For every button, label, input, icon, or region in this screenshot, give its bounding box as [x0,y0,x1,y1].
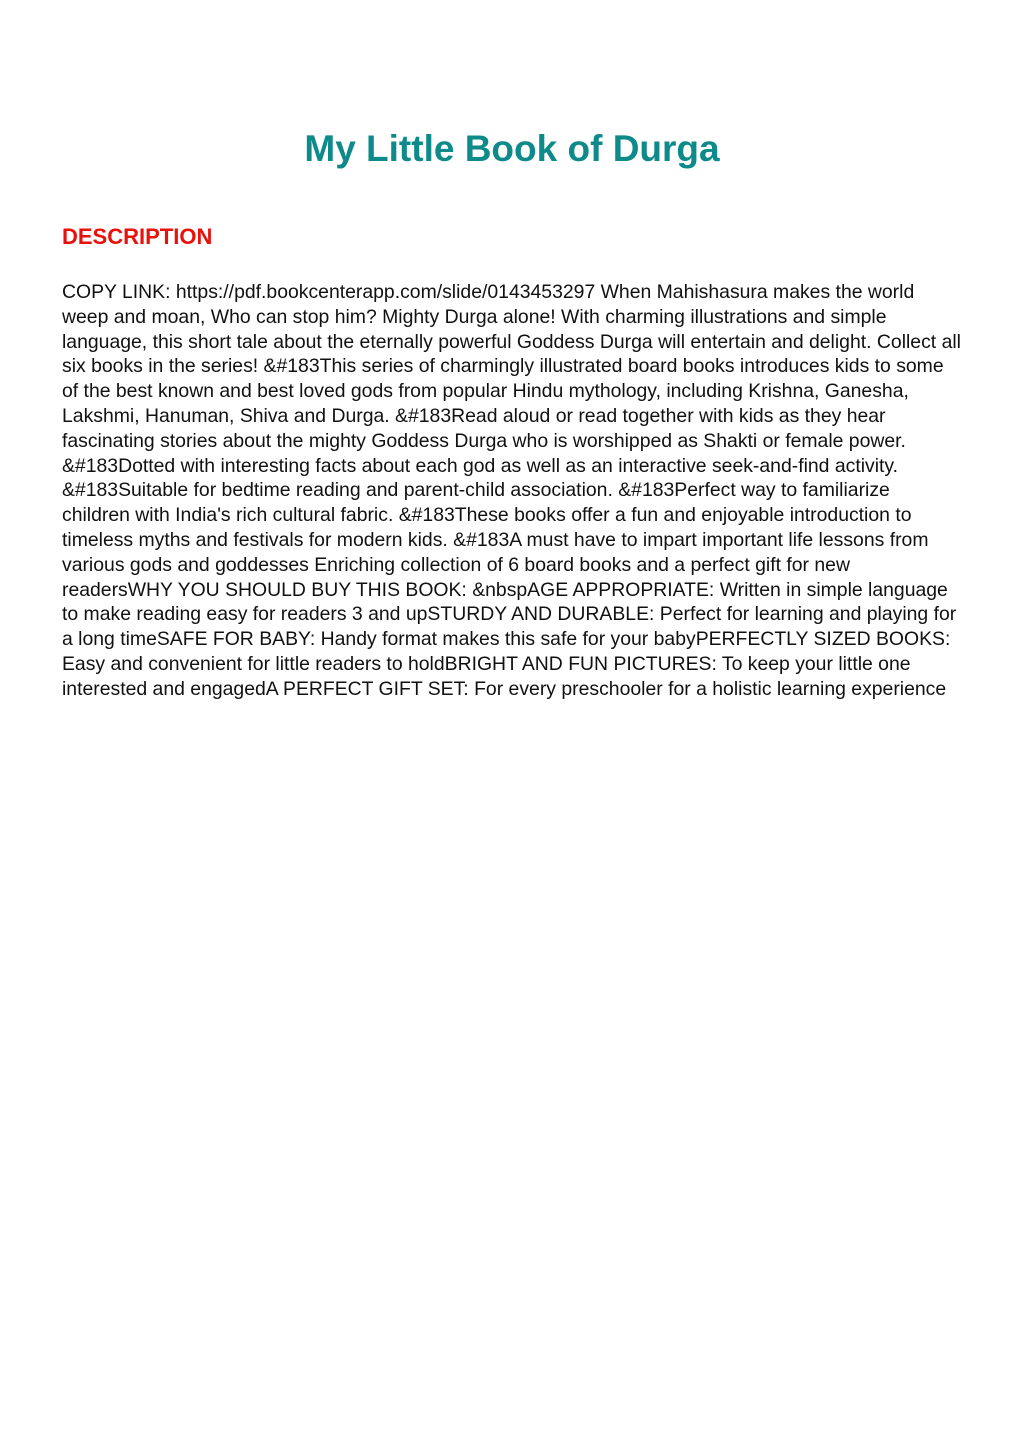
section-heading-description: DESCRIPTION [62,224,213,249]
description-text: COPY LINK: https://pdf.bookcenterapp.com/slide/0143453297 When Mahishasura makes the world weep and moan, Who can stop him? Mighty Durga alone! With charming illustrations and simple language, this short tale about the eternally powerful Goddess Durga will entertain and delight. Collect all six books in the series! &#183This series of charmingly illustrated board books introduces kids to some of the best known and best loved gods from popular Hindu mythology, including Krishna, Ganesha, Lakshmi, Hanuman, Shiva and Durga. &#183Read aloud or read together with kids as they hear fascinating stories about the mighty Goddess Durga who is worshipped as Shakti or female power. &#183Dotted with interesting facts about each god as well as an interactive seek-and-find activity. &#183Suitable for bedtime reading and parent-child association. &#183Perfect way to familiarize children with India's rich cultural fabric. &#183These books offer a fun and enjoyable introduction to timeless myths and festivals for modern kids. &#183A must have to impart important life lessons from various gods and goddesses Enriching collection of 6 board books and a perfect gift for new readersWHY YOU SHOULD BUY THIS BOOK: &nbspAGE APPROPRIATE: Written in simple language to make reading easy for readers 3 and upSTURDY AND DURABLE: Perfect for learning and playing for a long timeSAFE FOR BABY: Handy format makes this safe for your babyPERFECTLY SIZED BOOKS: Easy and convenient for little readers to holdBRIGHT AND FUN PICTURES: To keep your little one interested and engagedA PERFECT GIFT SET: For every preschooler for a holistic learning experience [62,281,961,700]
document-title: My Little Book of Durga [304,128,720,169]
